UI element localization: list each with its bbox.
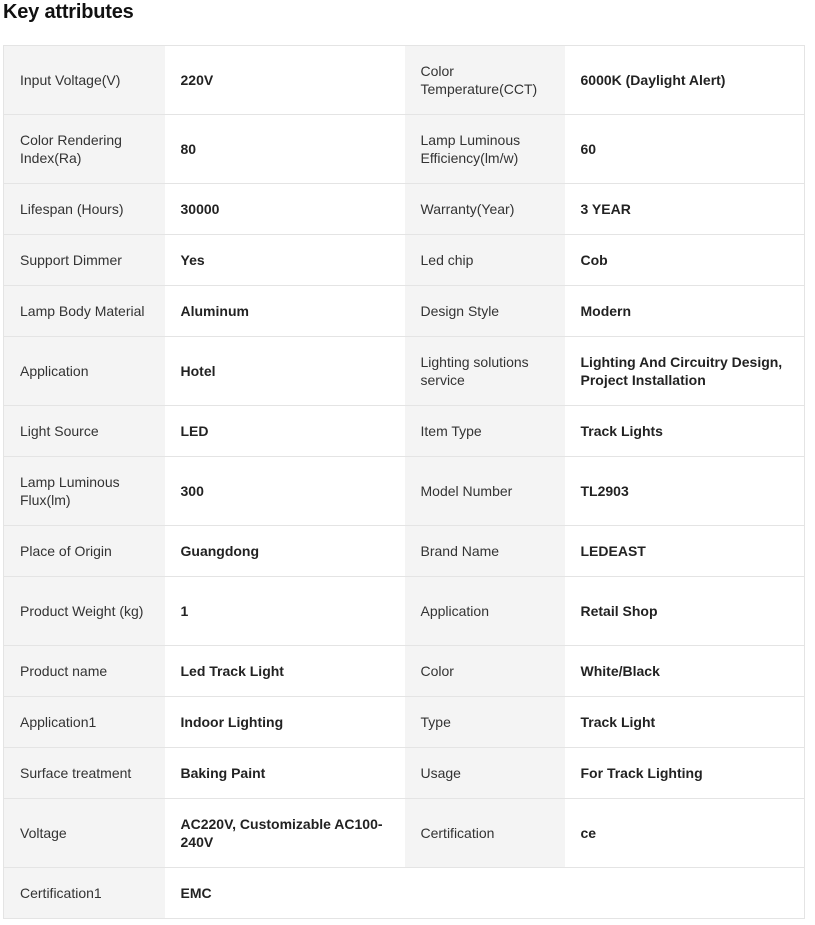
attribute-row	[4, 235, 805, 286]
attribute-value: Retail Shop	[565, 577, 805, 646]
attribute-name: Color Temperature(CCT)	[405, 46, 565, 115]
attribute-value: Hotel	[165, 337, 405, 406]
attribute-row	[4, 184, 805, 235]
attribute-value: Track Lights	[565, 406, 805, 457]
attribute-name: Application	[405, 577, 565, 646]
attribute-name: Support Dimmer	[4, 235, 165, 286]
attribute-name: Product name	[4, 646, 165, 697]
attribute-value: 300	[165, 457, 405, 526]
attribute-value: 1	[165, 577, 405, 646]
attribute-name: Lamp Luminous Efficiency(lm/w)	[405, 115, 565, 184]
attribute-value: Led Track Light	[165, 646, 405, 697]
attribute-value: 80	[165, 115, 405, 184]
attribute-name: Certification1	[4, 868, 165, 919]
attribute-name: Surface treatment	[4, 748, 165, 799]
attribute-row	[4, 337, 805, 406]
attribute-row	[4, 646, 805, 697]
attribute-name: Lifespan (Hours)	[4, 184, 165, 235]
attribute-row	[4, 526, 805, 577]
attribute-row	[4, 46, 805, 115]
attribute-row	[4, 697, 805, 748]
attribute-name: Design Style	[405, 286, 565, 337]
attribute-value: ce	[565, 799, 805, 868]
attribute-value: Track Light	[565, 697, 805, 748]
attribute-row	[4, 577, 805, 646]
attribute-row	[4, 748, 805, 799]
attribute-value: 30000	[165, 184, 405, 235]
attribute-row	[4, 457, 805, 526]
attribute-name: Lamp Body Material	[4, 286, 165, 337]
attribute-value: AC220V, Customizable AC100-240V	[165, 799, 405, 868]
attribute-name: Type	[405, 697, 565, 748]
attribute-value: Guangdong	[165, 526, 405, 577]
attribute-name: Lighting solutions service	[405, 337, 565, 406]
attribute-name: Color Rendering Index(Ra)	[4, 115, 165, 184]
attribute-value: TL2903	[565, 457, 805, 526]
attribute-value: Modern	[565, 286, 805, 337]
attribute-name: Place of Origin	[4, 526, 165, 577]
attribute-value: Aluminum	[165, 286, 405, 337]
empty-cell	[405, 868, 565, 919]
attribute-value: Baking Paint	[165, 748, 405, 799]
attribute-row	[4, 115, 805, 184]
attribute-name: Product Weight (kg)	[4, 577, 165, 646]
attribute-value: 6000K (Daylight Alert)	[565, 46, 805, 115]
attribute-value: For Track Lighting	[565, 748, 805, 799]
section-title: Key attributes	[3, 1, 134, 23]
attribute-value: Lighting And Circuitry Design, Project Installation	[565, 337, 805, 406]
attribute-row	[4, 868, 805, 919]
attribute-value: 220V	[165, 46, 405, 115]
attribute-value: EMC	[165, 868, 405, 919]
attribute-name: Certification	[405, 799, 565, 868]
attribute-name: Voltage	[4, 799, 165, 868]
attribute-name: Model Number	[405, 457, 565, 526]
attribute-name: Light Source	[4, 406, 165, 457]
attribute-row	[4, 799, 805, 868]
attribute-name: Warranty(Year)	[405, 184, 565, 235]
attribute-name: Lamp Luminous Flux(lm)	[4, 457, 165, 526]
attribute-value: White/Black	[565, 646, 805, 697]
attribute-name: Application	[4, 337, 165, 406]
attribute-value: LED	[165, 406, 405, 457]
attribute-value: Cob	[565, 235, 805, 286]
attribute-value: 3 YEAR	[565, 184, 805, 235]
key-attributes-table	[3, 45, 805, 919]
attribute-value: Indoor Lighting	[165, 697, 405, 748]
empty-cell	[565, 868, 805, 919]
attribute-row	[4, 286, 805, 337]
attribute-name: Color	[405, 646, 565, 697]
attribute-name: Brand Name	[405, 526, 565, 577]
attribute-row	[4, 406, 805, 457]
attribute-name: Item Type	[405, 406, 565, 457]
attribute-value: LEDEAST	[565, 526, 805, 577]
attribute-name: Input Voltage(V)	[4, 46, 165, 115]
attribute-name: Usage	[405, 748, 565, 799]
attribute-name: Led chip	[405, 235, 565, 286]
attribute-name: Application1	[4, 697, 165, 748]
attribute-value: Yes	[165, 235, 405, 286]
attribute-value: 60	[565, 115, 805, 184]
